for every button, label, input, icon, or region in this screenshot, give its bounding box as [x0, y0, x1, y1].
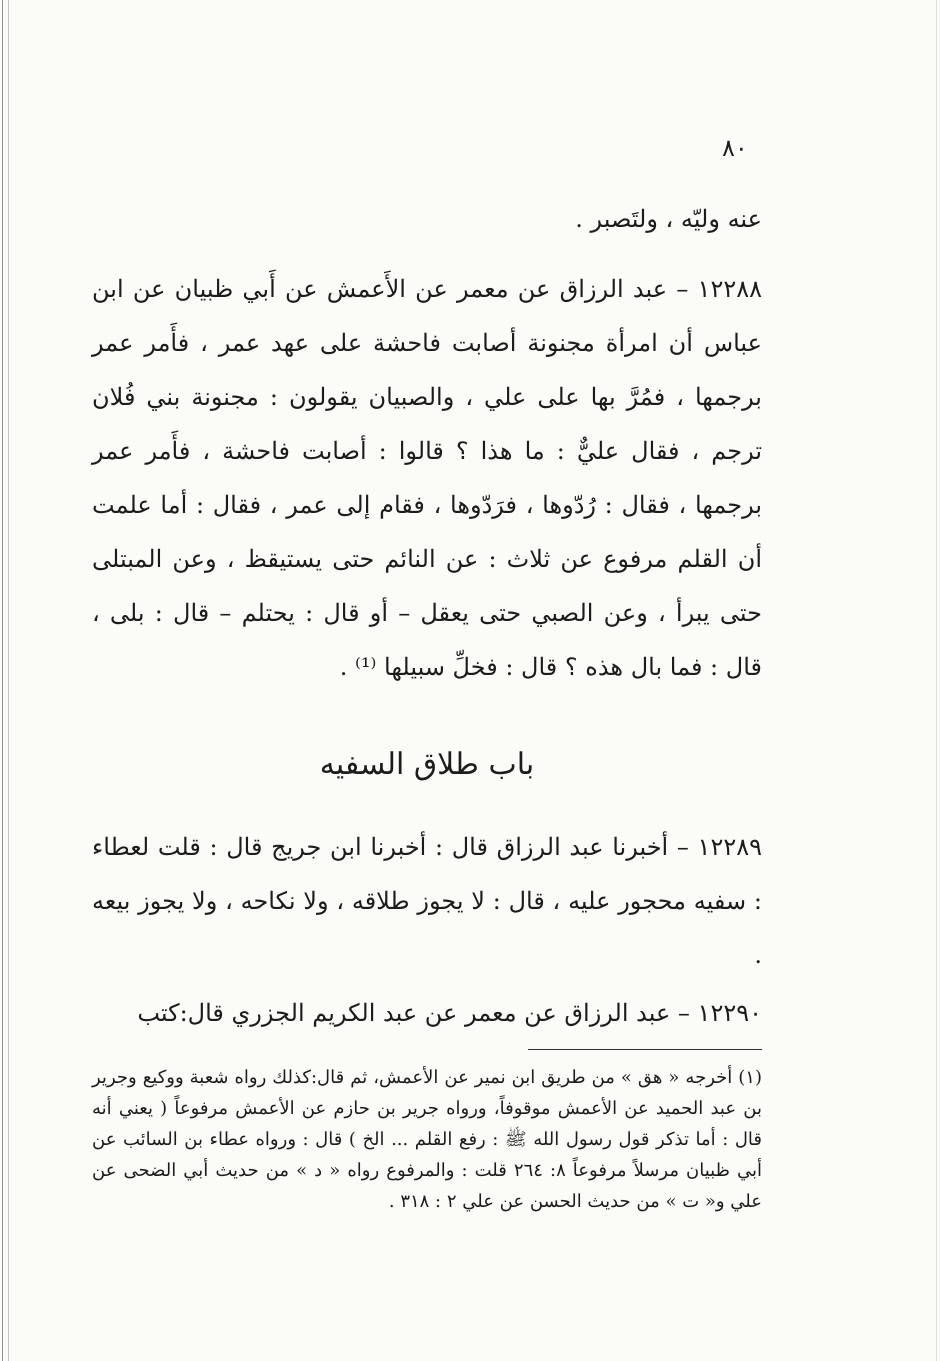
footnote: (١) أخرجه « هق » من طريق ابن نمير عن الأعمش، ثم قال:كذلك رواه شعبة ووكيع وجرير بن عبد الحميد عن الأعمش موقوفاً، ورواه جرير بن حازم عن الأعمش مرفوعاً ( يعني أنه قال : أما تذكر قول رسول الله ﷺ : رفع القلم ... الخ ) قال : ورواه عطاء بن السائب عن أبي ظبيان مرسلاً مرفوعاً ٨: ٢٦٤ قلت : والمرفوع رواه « د » من حديث أبي الضحى عن علي و« ت » من حديث الحسن عن علي ٢ : ٣١٨ .: [92, 1067, 763, 1212]
page-right-edge: [936, 0, 937, 1361]
chapter-heading: باب طلاق السفيه: [319, 747, 535, 782]
hadith-12288: ١٢٢٨٨ – عبد الرزاق عن معمر عن الأَعمش عن أَبي ظبيان عن ابن عباس أن امرأة مجنونة أصابت فاحشة على عهد عمر ، فأَمر عمر برجمها ، فمُرَّ بها على علي ، والصبيان يقولون : مجنونة بني فُلان ترجم ، فقال عليٌّ : ما هذا ؟ قالوا : أصابت فاحشة ، فأَمر عمر برجمها ، فقال : رُدّوها ، فرَدّوها ، فقام إلى عمر ، فقال : أما علمت أن القلم مرفوع عن ثلاث : عن النائم حتى يستيقظ ، وعن المبتلى حتى يبرأ ، وعن الصبي حتى يعقل – أو قال : يحتلم – قال : بلى ، قال : فما بال هذه ؟ قال : فخلِّ سبيلها ⁽¹⁾ .: [92, 275, 762, 681]
footnote-separator: [528, 1049, 762, 1050]
page-number: ٨٠: [722, 134, 748, 162]
continuation-paragraph: عنه وليّه ، ولتَصبر .: [575, 205, 762, 233]
hadith-12289: ١٢٢٨٩ – أخبرنا عبد الرزاق قال : أخبرنا ابن جريج قال : قلت لعطاء : سفيه محجور عليه ، قال : لا يجوز طلاقه ، ولا نكاحه ، ولا يجوز بيعه .: [92, 833, 762, 969]
binding-edge-line: [2, 0, 3, 1361]
hadith-12290: ١٢٢٩٠ – عبد الرزاق عن معمر عن عبد الكريم الجزري قال:كتب: [137, 999, 762, 1027]
binding-edge-shadow: [8, 0, 9, 1361]
